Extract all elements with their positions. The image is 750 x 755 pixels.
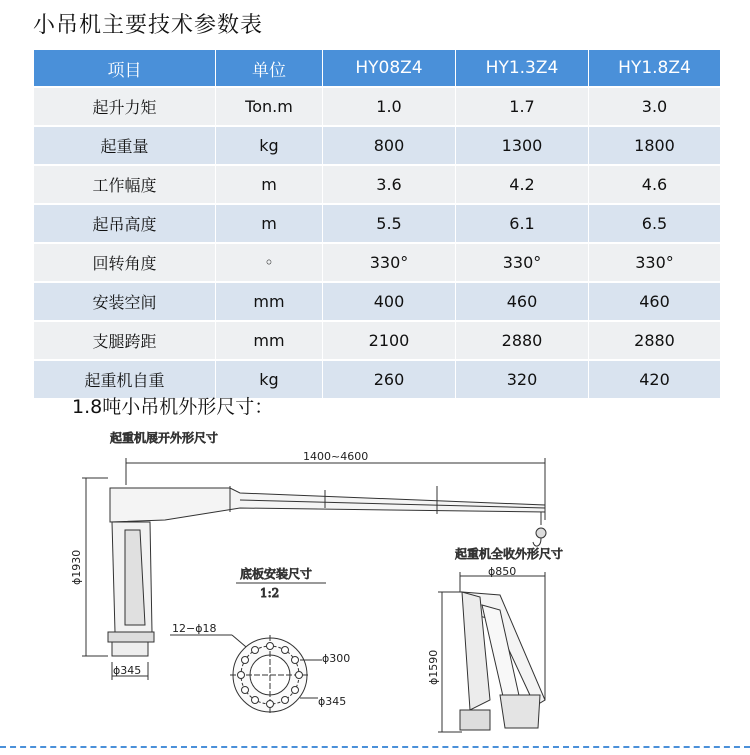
cell-unit: kg — [216, 126, 323, 165]
cell-unit: m — [216, 165, 323, 204]
cell-unit: mm — [216, 321, 323, 360]
table-row — [34, 126, 721, 165]
spec-table — [33, 49, 721, 400]
header-model-2: HY1.3Z4 — [456, 50, 589, 88]
cell-name: 安装空间 — [34, 282, 216, 321]
cell-unit: m — [216, 204, 323, 243]
cell-unit: mm — [216, 282, 323, 321]
cell-name: 支腿跨距 — [34, 321, 216, 360]
extended-label: 起重机展开外形尺寸 — [110, 431, 219, 445]
cell-name: 工作幅度 — [34, 165, 216, 204]
table-header-row — [34, 50, 721, 88]
table-row — [34, 87, 721, 126]
cell-value: 1.0 — [323, 87, 456, 126]
cell-value: 460 — [456, 282, 589, 321]
cell-value: 260 — [323, 360, 456, 399]
cell-name: 回转角度 — [34, 243, 216, 282]
folded-label: 起重机全收外形尺寸 — [455, 547, 564, 561]
plate-label: 底板安装尺寸 — [240, 567, 313, 581]
height-dim: ϕ1930 — [70, 549, 83, 585]
cell-value: 1.7 — [456, 87, 589, 126]
cell-name: 起重机自重 — [34, 360, 216, 399]
plate-scale: 1:2 — [260, 586, 280, 600]
cell-value: 320 — [456, 360, 589, 399]
cell-value: 460 — [589, 282, 721, 321]
inner-dia-label: ϕ300 — [322, 652, 351, 665]
cell-unit: ◦ — [216, 243, 323, 282]
cell-name: 起吊高度 — [34, 204, 216, 243]
cell-value: 420 — [589, 360, 721, 399]
table-row — [34, 243, 721, 282]
table-row — [34, 204, 721, 243]
cell-value: 1800 — [589, 126, 721, 165]
header-model-3: HY1.8Z4 — [589, 50, 721, 88]
cell-name: 起升力矩 — [34, 87, 216, 126]
cell-value: 2880 — [589, 321, 721, 360]
base-plate-drawing — [170, 566, 350, 715]
cell-value: 330° — [323, 243, 456, 282]
footer-divider — [0, 746, 750, 748]
cell-value: 400 — [323, 282, 456, 321]
base-dim: ϕ345 — [113, 664, 142, 677]
table-row — [34, 282, 721, 321]
cell-value: 3.0 — [589, 87, 721, 126]
cell-value: 4.6 — [589, 165, 721, 204]
folded-height-label: ϕ1590 — [427, 649, 440, 685]
folded-crane-drawing — [427, 546, 563, 732]
cell-unit: kg — [216, 360, 323, 399]
cell-value: 2100 — [323, 321, 456, 360]
cell-value: 330° — [456, 243, 589, 282]
cell-value: 6.1 — [456, 204, 589, 243]
crane-drawing — [0, 420, 750, 745]
header-model-1: HY08Z4 — [323, 50, 456, 88]
drawing-subtitle: 1.8吨小吊机外形尺寸： — [72, 396, 274, 418]
cell-value: 6.5 — [589, 204, 721, 243]
page-title: 小吊机主要技术参数表 — [33, 13, 264, 38]
outer-dia-label: ϕ345 — [318, 695, 347, 708]
cell-value: 330° — [589, 243, 721, 282]
table-row — [34, 321, 721, 360]
cell-value: 3.6 — [323, 165, 456, 204]
cell-value: 1300 — [456, 126, 589, 165]
cell-value: 800 — [323, 126, 456, 165]
cell-value: 4.2 — [456, 165, 589, 204]
cell-unit: Ton.m — [216, 87, 323, 126]
cell-name: 起重量 — [34, 126, 216, 165]
folded-width-label: ϕ850 — [488, 565, 517, 578]
table-row — [34, 165, 721, 204]
header-item: 项目 — [34, 50, 216, 88]
bolt-holes-label: 12−ϕ18 — [172, 622, 217, 635]
cell-value: 5.5 — [323, 204, 456, 243]
cell-value: 2880 — [456, 321, 589, 360]
header-unit: 单位 — [216, 50, 323, 88]
reach-dim: 1400~4600 — [303, 450, 369, 463]
